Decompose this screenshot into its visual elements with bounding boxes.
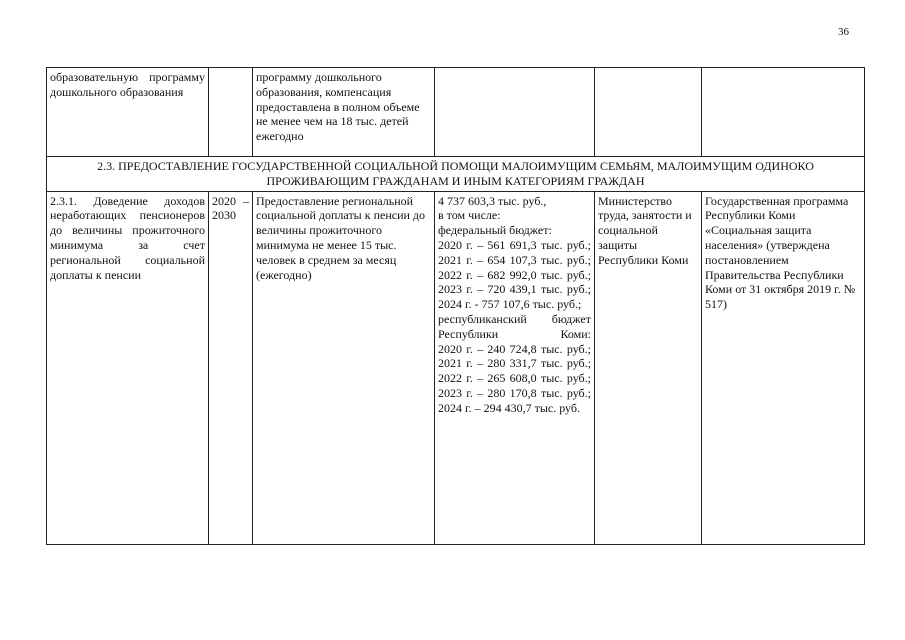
executor-cell: Министерство труда, занятости и социальной защиты Республики Коми	[595, 191, 702, 544]
period-cell: 2020 – 2030	[209, 191, 253, 544]
federal-budget-year: 2024 г. - 757 107,6 тыс. руб.;	[438, 297, 582, 312]
federal-budget-year: 2022 г. – 682 992,0 тыс. руб.;	[438, 267, 591, 282]
republic-budget-year: 2023 г. – 280 170,8 тыс. руб.;	[438, 385, 591, 400]
federal-budget-year: 2023 г. – 720 439,1 тыс. руб.;	[438, 282, 591, 297]
republic-budget-year: 2024 г. – 294 430,7 тыс. руб.	[438, 400, 580, 415]
measures-table	[46, 67, 865, 545]
federal-budget-label: федеральный бюджет:	[438, 223, 552, 238]
republic-budget-year: 2021 г. – 280 331,7 тыс. руб.;	[438, 356, 591, 371]
section-header-row	[47, 157, 865, 192]
funding-including: в том числе:	[438, 208, 501, 223]
federal-budget-year: 2021 г. – 654 107,3 тыс. руб.;	[438, 252, 591, 267]
table-row	[47, 68, 865, 157]
measure-cell: 2.3.1. Доведение доходов неработающих пенсионеров до величины прожиточного минимума за счет региональной социальной доплаты к пенсии	[47, 191, 209, 544]
funding-cell	[435, 68, 595, 157]
table-row	[47, 191, 865, 544]
executor-cell	[595, 68, 702, 157]
republic-budget-label: республиканский бюджет Республики Коми:	[438, 311, 591, 341]
funding-cell	[435, 191, 595, 544]
program-cell	[702, 68, 865, 157]
page-number: 36	[838, 26, 849, 38]
republic-budget-year: 2022 г. – 265 608,0 тыс. руб.;	[438, 371, 591, 386]
result-cell: Предоставление региональной социальной доплаты к пенсии до величины прожиточного минимума не менее 15 тыс. человек в среднем за месяц (ежегодно)	[253, 191, 435, 544]
measure-cell: образовательную программу дошкольного образования	[47, 68, 209, 157]
result-cell: программу дошкольного образования, компенсация предоставлена в полном объеме не менее чем на 18 тыс. детей ежегодно	[253, 68, 435, 157]
republic-budget-year: 2020 г. – 240 724,8 тыс. руб.;	[438, 341, 591, 356]
program-cell: Государственная программа Республики Коми «Социальная защита населения» (утверждена постановлением Правительства Республики Коми от 31 октября 2019 г. № 517)	[702, 191, 865, 544]
section-title: 2.3. ПРЕДОСТАВЛЕНИЕ ГОСУДАРСТВЕННОЙ СОЦИАЛЬНОЙ ПОМОЩИ МАЛОИМУЩИМ СЕМЬЯМ, МАЛОИМУЩИМ ОДИНОКО ПРОЖИВАЮЩИМ ГРАЖДАНАМ И ИНЫМ КАТЕГОРИЯМ ГРАЖДАН	[47, 157, 865, 192]
federal-budget-year: 2020 г. – 561 691,3 тыс. руб.;	[438, 237, 591, 252]
period-cell	[209, 68, 253, 157]
funding-total: 4 737 603,3 тыс. руб.,	[438, 193, 547, 208]
